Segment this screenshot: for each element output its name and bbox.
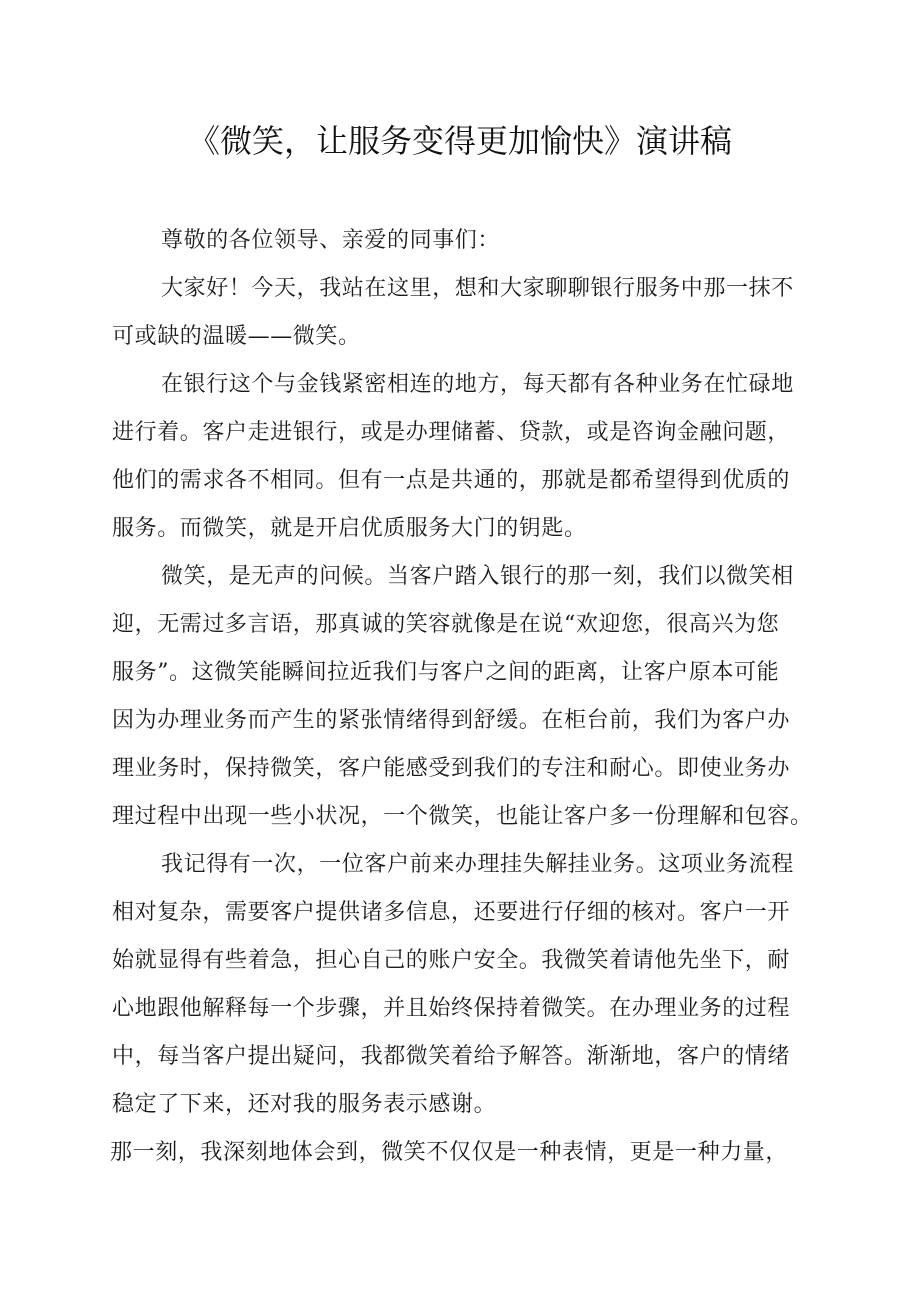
paragraph-line: 迎，无需过多言语，那真诚的笑容就像是在说“欢迎您，很高兴为您 — [112, 612, 780, 637]
paragraph-line: 我记得有一次，一位客户前来办理挂失解挂业务。这项业务流程 — [161, 852, 794, 877]
salutation-line: 尊敬的各位领导、亲爱的同事们： — [161, 228, 501, 253]
paragraph-line: 微笑，是无声的问候。当客户踏入银行的那一刻，我们以微笑相 — [161, 564, 794, 589]
paragraph-line: 始就显得有些着急，担心自己的账户安全。我微笑着请他先坐下，耐 — [112, 948, 791, 973]
paragraph-line: 可或缺的温暖——微笑。 — [112, 324, 361, 349]
document-body — [112, 217, 827, 1177]
paragraph-line: 理业务时，保持微笑，客户能感受到我们的专注和耐心。即使业务办 — [112, 756, 791, 781]
paragraph-line: 稳定了下来，还对我的服务表示感谢。 — [112, 1092, 497, 1117]
paragraph-line: 相对复杂，需要客户提供诸多信息，还要进行仔细的核对。客户一开 — [112, 900, 791, 925]
paragraph-line: 服务”。这微笑能瞬间拉近我们与客户之间的距离，让客户原本可能 — [112, 660, 780, 685]
paragraph-line: 心地跟他解释每一个步骤，并且始终保持着微笑。在办理业务的过程 — [112, 996, 791, 1021]
paragraph-line: 那一刻，我深刻地体会到，微笑不仅仅是一种表情，更是一种力量， — [110, 1140, 789, 1165]
document-title: 《微笑，让服务变得更加愉快》演讲稿 — [187, 122, 732, 160]
paragraph-line: 服务。而微笑，就是开启优质服务大门的钥匙。 — [112, 516, 587, 541]
paragraph-line: 大家好！今天，我站在这里，想和大家聊聊银行服务中那一抹不 — [161, 276, 794, 301]
paragraph-line: 理过程中出现一些小状况，一个微笑，也能让客户多一份理解和包容。 — [112, 804, 813, 829]
paragraph-line: 他们的需求各不相同。但有一点是共通的，那就是都希望得到优质的 — [112, 468, 791, 493]
paragraph-line: 因为办理业务而产生的紧张情绪得到舒缓。在柜台前，我们为客户办 — [112, 708, 791, 733]
paragraph-line: 进行着。客户走进银行，或是办理储蓄、贷款，或是咨询金融问题， — [112, 420, 791, 445]
paragraph-line: 中，每当客户提出疑问，我都微笑着给予解答。渐渐地，客户的情绪 — [112, 1044, 791, 1069]
paragraph-line: 在银行这个与金钱紧密相连的地方，每天都有各种业务在忙碌地 — [161, 372, 794, 397]
